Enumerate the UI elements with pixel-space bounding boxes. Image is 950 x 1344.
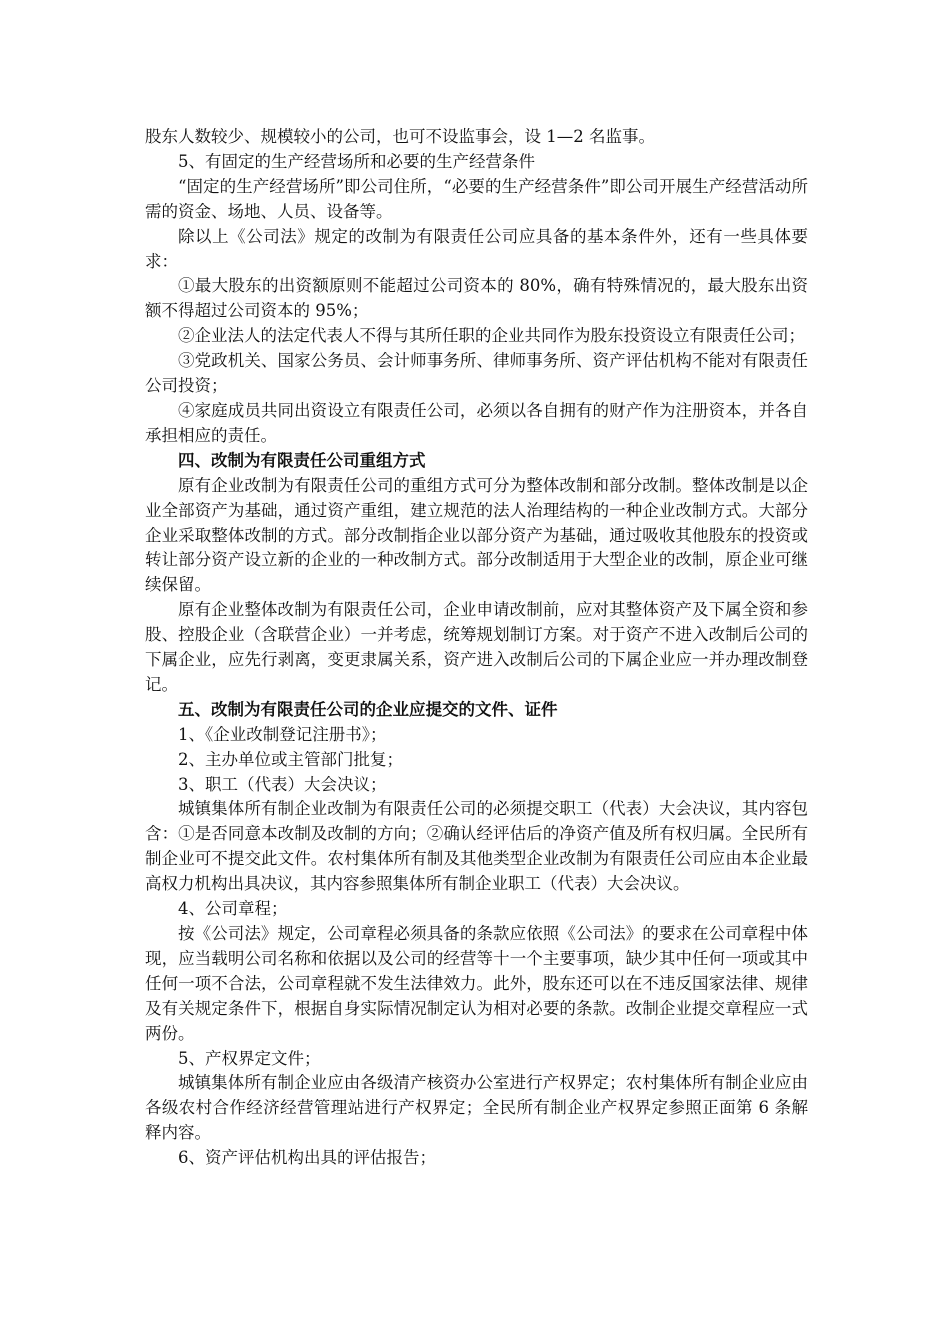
document-item-6: 6、资产评估机构出具的评估报告； — [178, 1148, 436, 1168]
document-item-1: 1、《企业改制登记注册书》； — [178, 724, 387, 744]
document-item-4: 4、公司章程； — [178, 899, 288, 919]
paragraph: 原有企业改制为有限责任公司的重组方式可分为整体改制和部分改制。整体改制是以企业全部资产为基础，通过资产重组，建立规范的法人治理结构的一种企业改制方式。大部分企业采取整体改制的方式。部分改制指企业以部分资产为基础，通过吸收其他股东的投资或转让部分资产设立新的企业的一种改制方式。部分改制适用于大型企业的改制，原企业可继续保留。 — [145, 475, 808, 595]
list-item-5: 5、有固定的生产经营场所和必要的生产经营条件 — [178, 151, 535, 171]
paragraph: 城镇集体所有制企业改制为有限责任公司的必须提交职工（代表）大会决议，其内容包含：①是否同意本改制及改制的方向；②确认经评估后的净资产值及所有权归属。全民所有制企业可不提交此文件。农村集体所有制及其他类型企业改制为有限责任公司应由本企业最高权力机构出具决议，其内容参照集体所有制企业职工（代表）大会决议。 — [145, 799, 808, 894]
requirement-item-1: ①最大股东的出资额原则不能超过公司资本的 80%，确有特殊情况的，最大股东出资额不得超过公司资本的 95%； — [145, 276, 808, 321]
paragraph: 原有企业整体改制为有限责任公司，企业申请改制前，应对其整体资产及下属全资和参股、控股企业（含联营企业）一并考虑，统筹规划制订方案。对于资产不进入改制后公司的下属企业，应先行剥离，变更隶属关系，资产进入改制后公司的下属企业应一并办理改制登记。 — [145, 600, 808, 694]
document-item-3: 3、职工（代表）大会决议； — [178, 774, 387, 794]
section-heading-5: 五、改制为有限责任公司的企业应提交的文件、证件 — [178, 699, 558, 719]
requirement-item-2: ②企业法人的法定代表人不得与其所任职的企业共同作为股东投资设立有限责任公司； — [178, 326, 805, 346]
paragraph: 城镇集体所有制企业应由各级清产核资办公室进行产权界定；农村集体所有制企业应由各级农村合作经济经营管理站进行产权界定；全民所有制企业产权界定参照正面第 6 条解释内容。 — [145, 1073, 808, 1143]
paragraph: 除以上《公司法》规定的改制为有限责任公司应具备的基本条件外，还有一些具体要求： — [145, 226, 808, 271]
document-item-5: 5、产权界定文件； — [178, 1048, 321, 1068]
paragraph: “固定的生产经营场所”即公司住所，“必要的生产经营条件”即公司开展生产经营活动所需的资金、场地、人员、设备等。 — [145, 176, 808, 221]
document-item-2: 2、主办单位或主管部门批复； — [178, 749, 403, 769]
requirement-item-4: ④家庭成员共同出资设立有限责任公司，必须以各自拥有的财产作为注册资本，并各自承担相应的责任。 — [145, 400, 808, 445]
paragraph: 股东人数较少、规模较小的公司，也可不设监事会，设 1—2 名监事。 — [145, 127, 655, 146]
requirement-item-3: ③党政机关、国家公务员、会计师事务所、律师事务所、资产评估机构不能对有限责任公司投资； — [145, 351, 808, 396]
paragraph: 按《公司法》规定，公司章程必须具备的条款应依照《公司法》的要求在公司章程中体现，应当载明公司名称和依据以及公司的经营等十一个主要事项，缺少其中任何一项或其中任何一项不合法，公司章程就不发生法律效力。此外，股东还可以在不违反国家法律、规律及有关规定条件下，根据自身实际情况制定认为相对必要的条款。改制企业提交章程应一式两份。 — [145, 924, 808, 1043]
document-page — [145, 125, 808, 1171]
section-heading-4: 四、改制为有限责任公司重组方式 — [178, 450, 426, 470]
